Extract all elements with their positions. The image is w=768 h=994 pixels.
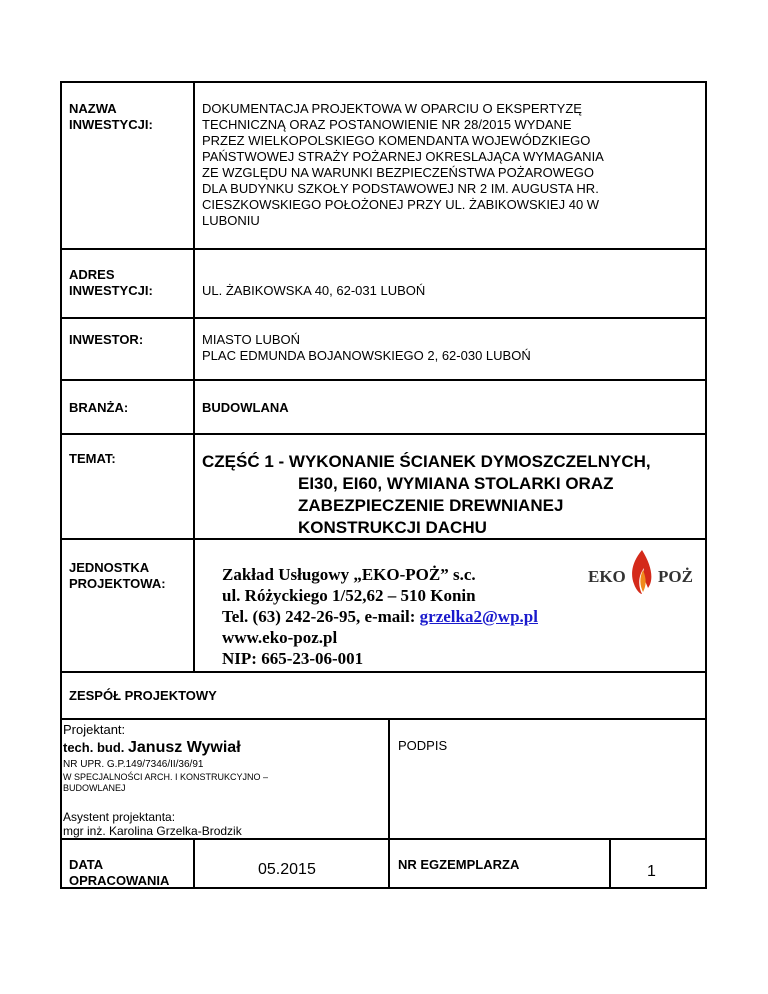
label-branza: BRANŻA: xyxy=(69,400,129,415)
section-title-zespol: ZESPÓŁ PROJEKTOWY xyxy=(69,688,217,703)
value-nazwa-inwestycji: DOKUMENTACJA PROJEKTOWA W OPARCIU O EKSPERTYZĘ TECHNICZNĄ ORAZ POSTANOWIENIE NR 28/2015 WYDANE PRZEZ WIELKOPOLSKIEGO KOMENDANTA WOJEWÓDZKIEGO PAŃSTWOWEJ STRAŻY POŻARNEJ OKRESLAJĄCA WYMAGANIA ZE WZGLĘDU NA WARUNKI BEZPIECZEŃSTWA POŻAROWEGO DLA BUDYNKU SZKOŁY PODSTAWOWEJ NR 2 IM. AUGUSTA HR. CIESZKOWSKIEGO POŁOŻONEJ PRZY UL. ŻABIKOWSKIEJ 40 W LUBONIU xyxy=(202,101,604,228)
projektant-name xyxy=(63,739,241,757)
topic-line-3: ZABEZPIECZENIE DREWNIANEJ xyxy=(298,496,564,515)
company-contact xyxy=(222,606,538,627)
column-divider xyxy=(193,838,195,889)
flame-icon xyxy=(628,548,656,596)
eko-poz-logo xyxy=(588,548,698,608)
row-divider xyxy=(60,433,707,435)
logo-text-poz: POŻ xyxy=(658,567,693,586)
projektant-title: tech. bud. xyxy=(63,740,128,755)
company-phone: Tel. (63) 242-26-95, e-mail: xyxy=(222,607,420,626)
topic-line-1: CZĘŚĆ 1 - WYKONANIE ŚCIANEK DYMOSZCZELNYCH, xyxy=(202,452,651,471)
label-asystent: Asystent projektanta: xyxy=(63,810,176,824)
label-nr-egzemplarza: NR EGZEMPLARZA xyxy=(398,857,520,872)
row-divider xyxy=(60,317,707,319)
column-divider xyxy=(193,81,195,671)
asystent-name: mgr inż. Karolina Grzelka-Brodzik xyxy=(63,824,242,838)
company-name: Zakład Usługowy „EKO-POŻ” s.c. xyxy=(222,565,476,584)
column-divider xyxy=(388,718,390,889)
row-divider xyxy=(60,379,707,381)
topic-line-2: EI30, EI60, WYMIANA STOLARKI ORAZ xyxy=(298,474,614,493)
company-address: ul. Różyckiego 1/52,62 – 510 Konin xyxy=(222,586,476,605)
projektant-specialty: W SPECJALNOŚCI ARCH. I KONSTRUKCYJNO – BUDOWLANEJ xyxy=(63,772,269,793)
row-divider xyxy=(60,718,707,720)
projektant-surname: Janusz Wywiał xyxy=(128,739,241,756)
value-nr-egzemplarza: 1 xyxy=(647,863,656,880)
label-podpis: PODPIS xyxy=(398,738,448,753)
label-temat: TEMAT: xyxy=(69,451,116,466)
value-data-opracowania: 05.2015 xyxy=(258,861,316,878)
company-website: www.eko-poz.pl xyxy=(222,628,338,647)
label-nazwa-inwestycji: NAZWA INWESTYCJI: xyxy=(69,101,153,132)
column-divider xyxy=(609,838,611,889)
value-branza: BUDOWLANA xyxy=(202,400,289,415)
logo-text-eko: EKO xyxy=(588,567,626,586)
email-link[interactable]: grzelka2@wp.pl xyxy=(419,607,538,626)
label-projektant: Projektant: xyxy=(63,722,126,737)
row-divider xyxy=(60,671,707,673)
row-divider xyxy=(60,248,707,250)
projektant-license: NR UPR. G.P.149/7346/II/36/91 xyxy=(63,759,204,770)
value-inwestor: MIASTO LUBOŃ PLAC EDMUNDA BOJANOWSKIEGO 2, 62-030 LUBOŃ xyxy=(202,332,531,363)
company-nip: NIP: 665-23-06-001 xyxy=(222,649,364,668)
label-inwestor: INWESTOR: xyxy=(69,332,144,347)
topic-line-4: KONSTRUKCJI DACHU xyxy=(298,518,487,537)
label-data-opracowania: DATA OPRACOWANIA xyxy=(69,857,170,888)
label-jednostka-projektowa: JEDNOSTKA PROJEKTOWA: xyxy=(69,560,166,591)
value-adres-inwestycji: UL. ŻABIKOWSKA 40, 62-031 LUBOŃ xyxy=(202,283,426,298)
label-adres-inwestycji: ADRES INWESTYCJI: xyxy=(69,267,153,298)
